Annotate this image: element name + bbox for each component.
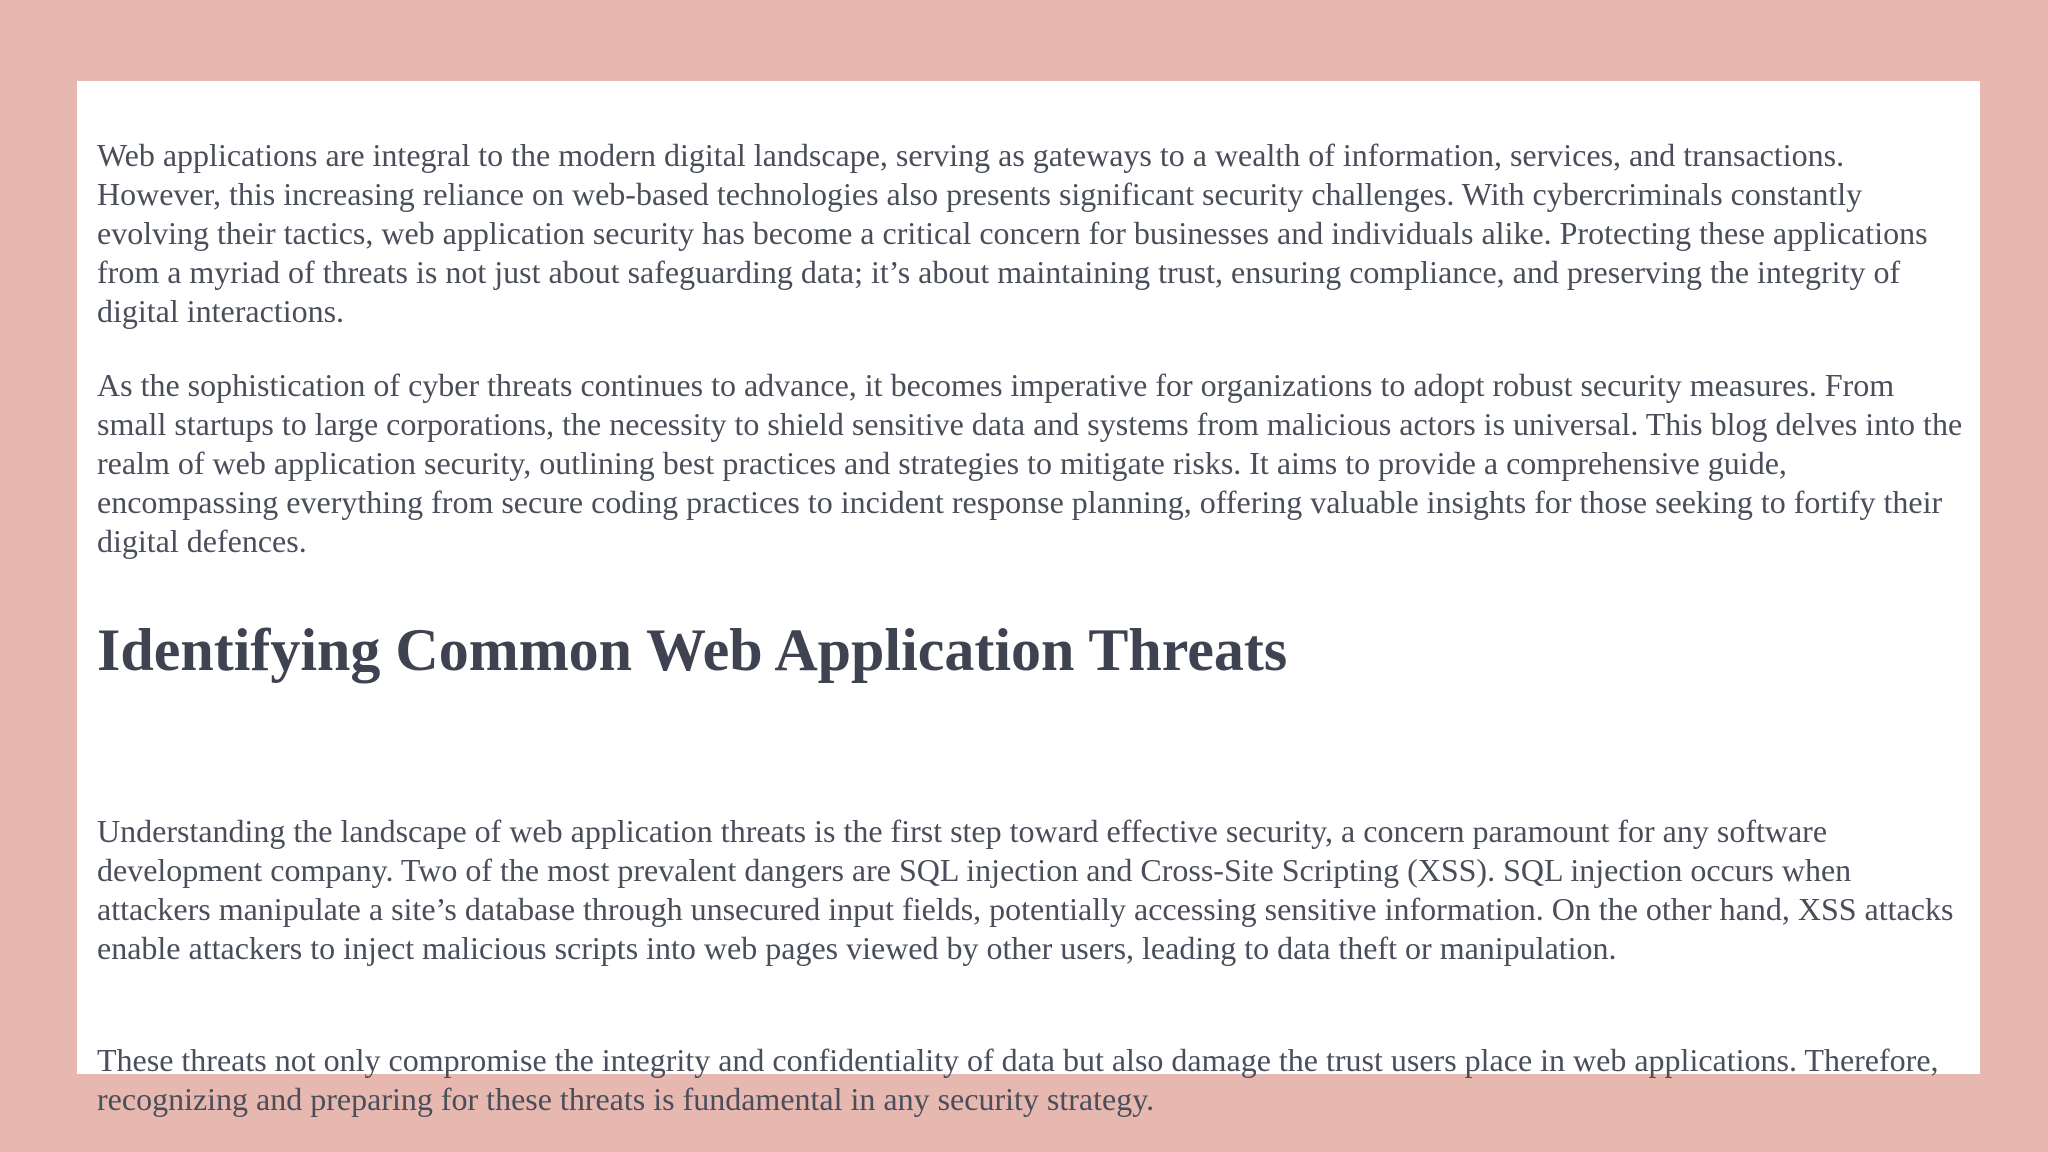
section-heading: Identifying Common Web Application Threats (97, 617, 1288, 683)
intro-paragraph-2: As the sophistication of cyber threats continues to advance, it becomes imperative for organizations to adopt robust security measures. From small startups to large corporations, the necessity to shield sensitive data and systems from malicious actors is universal. This blog delves into the realm of web application security, outlining best practices and strategies to mitigate risks. It aims to provide a comprehensive guide, encompassing everything from secure coding practices to incident response planning, offering valuable insights for those seeking to fortify their digital defences. (97, 367, 1963, 559)
section-paragraph-1: Understanding the landscape of web application threats is the first step toward effective security, a concern paramount for any software development company. Two of the most prevalent dangers are SQL injection and Cross-Site Scripting (XSS). SQL injection occurs when attackers manipulate a site’s database through unsecured input fields, potentially accessing sensitive information. On the other hand, XSS attacks enable attackers to inject malicious scripts into web pages viewed by other users, leading to data theft or manipulation. (97, 813, 1954, 966)
section-paragraph-2: These threats not only compromise the integrity and confidentiality of data but also damage the trust users place in web applications. Therefore, recognizing and preparing for these threats is fundamental in any security strategy. (97, 1042, 1939, 1117)
intro-paragraph-1: Web applications are integral to the modern digital landscape, serving as gateways to a wealth of information, services, and transactions. However, this increasing reliance on web-based technologies also presents significant security challenges. With cybercriminals constantly evolving their tactics, web application security has become a critical concern for businesses and individuals alike. Protecting these applications from a myriad of threats is not just about safeguarding data; it’s about maintaining trust, ensuring compliance, and preserving the integrity of digital interactions. (97, 137, 1928, 329)
document-page (77, 81, 1980, 1117)
